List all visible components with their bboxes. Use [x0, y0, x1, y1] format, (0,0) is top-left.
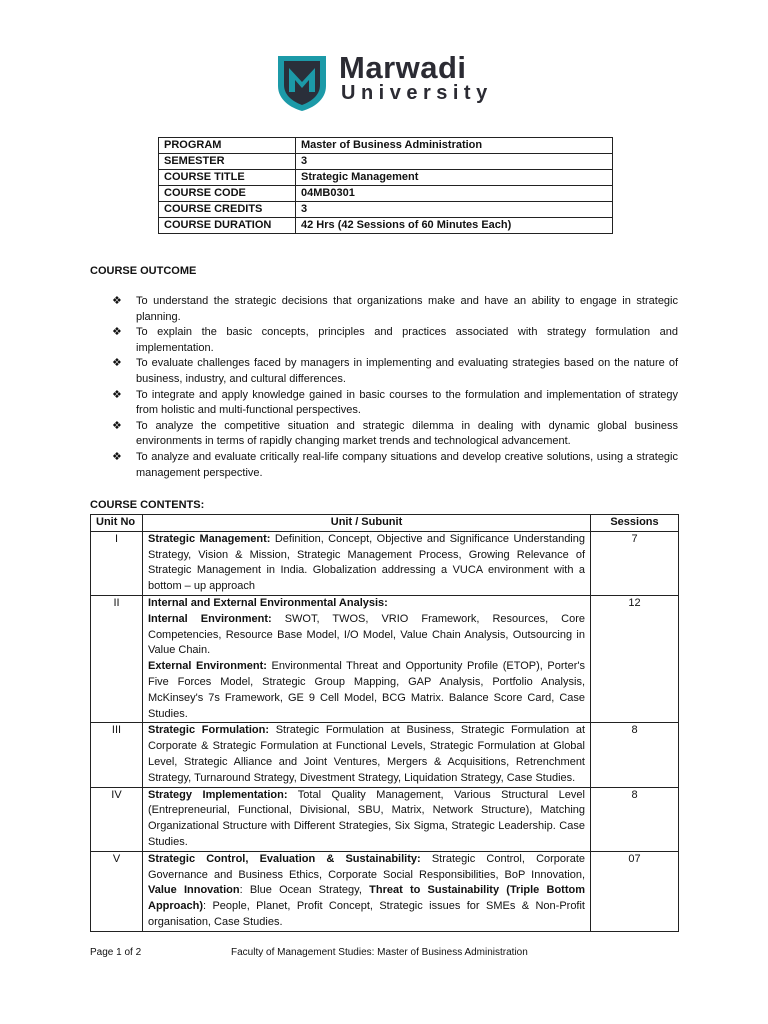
unit-number: I [91, 531, 143, 595]
unit-no-header: Unit No [91, 515, 143, 532]
info-row [159, 154, 613, 170]
table-header-row [91, 515, 679, 532]
info-key: COURSE CREDITS [159, 202, 296, 218]
unit-text: Strategic Formulation at Business, Strategic Formulation at Corporate & Strategic Formulation at Functional Levels, Strategic Formulation at Global Level, Strategic Alliance and Joint Ventures, Mergers & Acquisitions, Retrenchment Strategy, Turnaround Strategy, Divestment Strategy, Liquidation Strategy, Case Studies. [148, 724, 585, 784]
diamond-bullet-icon: ❖ [112, 326, 122, 339]
session-count: 8 [591, 787, 679, 851]
outcome-item [112, 419, 678, 450]
session-count: 07 [591, 851, 679, 931]
unit-description [143, 851, 591, 931]
unit-text: Total Quality Management, Various Structural Level (Entrepreneurial, Functional, Divisional, SBU, Matrix, Network Structure), Matching Organizational Structure with Different Strategies, Six Sigma, Strategic Leadership. Case Studies. [148, 788, 585, 848]
info-row [159, 202, 613, 218]
unit-text: Definition, Concept, Objective and Significance Understanding Strategy, Vision & Mission, Strategic Management Process, Growing Relevance of Strategic Management in India. Globalization addressing a VUCA environment with a bottom – up approach [148, 532, 585, 593]
course-contents-heading: COURSE CONTENTS: [90, 499, 205, 511]
unit-text: : Blue Ocean Strategy, [239, 884, 362, 897]
outcome-text: To analyze the competitive situation and strategic dilemma in dealing with dynamic global business environments in terms of rapidly changing market trends and technological advancement. [136, 419, 678, 448]
unit-title: Strategy Implementation: [148, 788, 288, 801]
outcome-item [112, 450, 678, 481]
unit-title: Strategic Control, Evaluation & Sustainability: [148, 852, 421, 865]
table-row [91, 723, 679, 787]
unit-number: V [91, 851, 143, 931]
unit-title: Strategic Management: [148, 532, 271, 545]
table-row [91, 595, 679, 722]
unit-subtitle: Internal Environment: [148, 612, 272, 625]
course-outcome-heading: COURSE OUTCOME [90, 265, 197, 277]
unit-number: II [91, 595, 143, 722]
outcome-item [112, 388, 678, 419]
outcome-text: To understand the strategic decisions that organizations make and have an ability to engage in strategic planning. [136, 295, 678, 323]
unit-number: III [91, 723, 143, 787]
info-row [159, 170, 613, 186]
info-value: 3 [296, 202, 613, 218]
unit-text: : People, Planet, Profit Concept, Strategic issues for SMEs & Non-Profit organisation, Case Studies. [148, 900, 585, 928]
university-logo [263, 46, 505, 118]
info-key: SEMESTER [159, 154, 296, 170]
unit-text: SWOT, TWOS, VRIO Framework, Resources, Core Competencies, Resource Base Model, I/O Model, Value Chain Analysis, Outsourcing in Value Chain. [148, 612, 586, 657]
course-outcome-list [112, 294, 678, 481]
outcome-item [112, 356, 678, 387]
table-row [91, 531, 679, 595]
unit-title: Strategic Formulation: [148, 724, 269, 737]
diamond-bullet-icon: ❖ [112, 419, 122, 432]
unit-subtitle: Value Innovation [148, 884, 240, 897]
table-row [91, 851, 679, 931]
diamond-bullet-icon: ❖ [112, 295, 122, 307]
unit-description [143, 787, 591, 851]
info-value: 04MB0301 [296, 186, 613, 202]
shield-emblem-icon [275, 52, 329, 112]
session-count: 8 [591, 723, 679, 787]
outcome-text: To integrate and apply knowledge gained in basic courses to the formulation and implementation of strategy from holistic and multi-functional perspectives. [136, 388, 678, 417]
info-value: Strategic Management [296, 170, 613, 186]
info-value: 42 Hrs (42 Sessions of 60 Minutes Each) [296, 218, 613, 234]
info-value: 3 [296, 154, 613, 170]
session-count: 12 [591, 595, 679, 722]
info-key: COURSE CODE [159, 186, 296, 202]
outcome-item [112, 325, 678, 356]
unit-text: Environmental Threat and Opportunity Profile (ETOP), Porter's Five Forces Model, Strategic Group Mapping, GAP Analysis, Portfolio Analysis, McKinsey's 7s Framework, GE 9 Cell Model, BCG Matrix. Balance Score Card, Case Studies. [148, 660, 585, 720]
outcome-text: To analyze and evaluate critically real-life company situations and develop creative solutions, using a strategic management perspective. [136, 450, 678, 479]
course-contents-table [90, 514, 679, 932]
info-row [159, 138, 613, 154]
unit-subtitle: Threat to Sustainability (Triple Bottom Approach) [148, 884, 585, 913]
info-row [159, 218, 613, 234]
logo-line-2: University [341, 82, 493, 104]
session-count: 7 [591, 531, 679, 595]
unit-subtitle: External Environment: [148, 660, 267, 673]
outcome-text: To evaluate challenges faced by managers in implementing and evaluating strategies based on the nature of business, industry, and cultural differences. [136, 357, 678, 385]
unit-description [143, 595, 591, 722]
info-value: Master of Business Administration [296, 138, 613, 154]
unit-text: Strategic Control, Corporate Governance and Business Ethics, Corporate Social Responsibilities, BoP Innovation, [148, 852, 585, 881]
info-row [159, 186, 613, 202]
program-info-table [158, 137, 613, 234]
unit-description [143, 723, 591, 787]
unit-title: Internal and External Environmental Analysis: [148, 596, 388, 609]
sessions-header: Sessions [591, 515, 679, 532]
unit-subunit-header: Unit / Subunit [143, 515, 591, 532]
diamond-bullet-icon: ❖ [112, 357, 122, 370]
unit-number: IV [91, 787, 143, 851]
info-key: COURSE TITLE [159, 170, 296, 186]
info-key: COURSE DURATION [159, 218, 296, 234]
diamond-bullet-icon: ❖ [112, 450, 122, 463]
table-row [91, 787, 679, 851]
info-key: PROGRAM [159, 138, 296, 154]
outcome-text: To explain the basic concepts, principles and practices associated with strategy formulation and implementation. [136, 326, 678, 354]
logo-line-1: Marwadi [339, 50, 467, 85]
outcome-item [112, 294, 678, 325]
footer-caption: Faculty of Management Studies: Master of Business Administration [231, 947, 528, 958]
unit-description [143, 531, 591, 595]
diamond-bullet-icon: ❖ [112, 388, 122, 401]
page-number: Page 1 of 2 [90, 947, 142, 958]
